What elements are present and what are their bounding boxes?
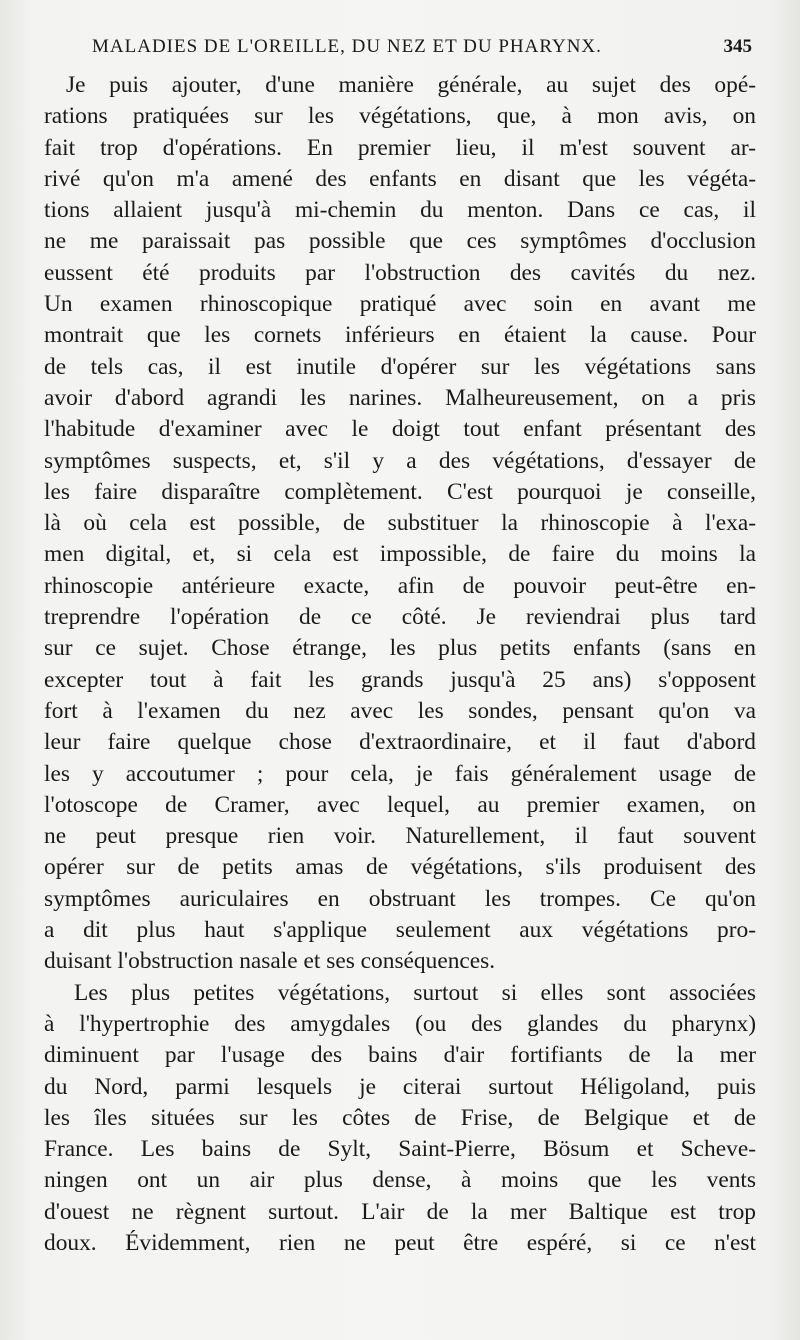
text-line: d'ouest ne règnent surtout. L'air de la mer Baltique est trop [44,1198,756,1225]
text-line: France. Les bains de Sylt, Saint-Pierre, Bösum et Scheve- [44,1136,756,1163]
page-number: 345 [723,36,752,57]
text-line: doux. Évidemment, rien ne peut être espéré, si ce n'est [44,1229,756,1256]
text-line: montrait que les cornets inférieurs en étaient la cause. Pour [44,322,756,349]
text-line: ningen ont un air plus dense, à moins que les vents [44,1167,756,1194]
text-line: là où cela est possible, de substituer la rhinoscopie à l'exa- [44,510,756,537]
text-line: avoir d'abord agrandi les narines. Malheureusement, on a pris [44,384,756,411]
text-line: diminuent par l'usage des bains d'air fortifiants de la mer [44,1042,756,1069]
page-header [92,36,752,64]
text-line: fait trop d'opérations. En premier lieu, il m'est souvent ar- [44,134,756,161]
paragraph-2 [44,978,756,1260]
text-line: Les plus petites végétations, surtout si elles sont associées [74,979,756,1006]
text-line: fort à l'examen du nez avec les sondes, pensant qu'on va [44,697,756,724]
text-line: symptômes suspects, et, s'il y a des végétations, d'essayer de [44,447,756,474]
text-line: l'otoscope de Cramer, avec lequel, au premier examen, on [44,791,756,818]
running-title: MALADIES DE L'OREILLE, DU NEZ ET DU PHARYNX. [92,36,602,57]
text-line: ne me paraissait pas possible que ces symptômes d'occlusion [44,228,756,255]
text-line: eussent été produits par l'obstruction des cavités du nez. [44,259,756,286]
text-line: excepter tout à fait les grands jusqu'à 25 ans) s'opposent [44,666,756,693]
text-line: à l'hypertrophie des amygdales (ou des glandes du pharynx) [44,1010,756,1037]
text-line: men digital, et, si cela est impossible, de faire du moins la [44,541,756,568]
body-text [44,70,756,1259]
text-line: sur ce sujet. Chose étrange, les plus petits enfants (sans en [44,635,756,662]
text-line: rivé qu'on m'a amené des enfants en disant que les végéta- [44,165,756,192]
text-line: opérer sur de petits amas de végétations, s'ils produisent des [44,854,756,881]
text-line: les faire disparaître complètement. C'est pourquoi je conseille, [44,478,756,505]
text-line: l'habitude d'examiner avec le doigt tout enfant présentant des [44,416,756,443]
text-line: duisant l'obstruction nasale et ses conséquences. [44,948,496,975]
text-line: du Nord, parmi lesquels je citerai surtout Héligoland, puis [44,1073,756,1100]
text-line: symptômes auriculaires en obstruant les trompes. Ce qu'on [44,885,756,912]
text-line: rations pratiquées sur les végétations, que, à mon avis, on [44,103,756,130]
text-line: leur faire quelque chose d'extraordinaire, et il faut d'abord [44,729,756,756]
text-line: rhinoscopie antérieure exacte, afin de pouvoir peut-être en- [44,572,756,599]
text-line: ne peut presque rien voir. Naturellement, il faut souvent [44,823,756,850]
text-line: tions allaient jusqu'à mi-chemin du menton. Dans ce cas, il [44,197,756,224]
text-line: a dit plus haut s'applique seulement aux végétations pro- [44,917,756,944]
text-line: treprendre l'opération de ce côté. Je reviendrai plus tard [44,604,756,631]
text-line: Je puis ajouter, d'une manière générale, au sujet des opé- [66,72,756,98]
text-line: les y accoutumer ; pour cela, je fais généralement usage de [44,760,756,787]
text-line: de tels cas, il est inutile d'opérer sur les végétations sans [44,353,756,380]
text-line: Un examen rhinoscopique pratiqué avec soin en avant me [44,291,756,318]
paragraph-1 [44,70,756,978]
text-line: les îles situées sur les côtes de Frise, de Belgique et de [44,1104,756,1131]
